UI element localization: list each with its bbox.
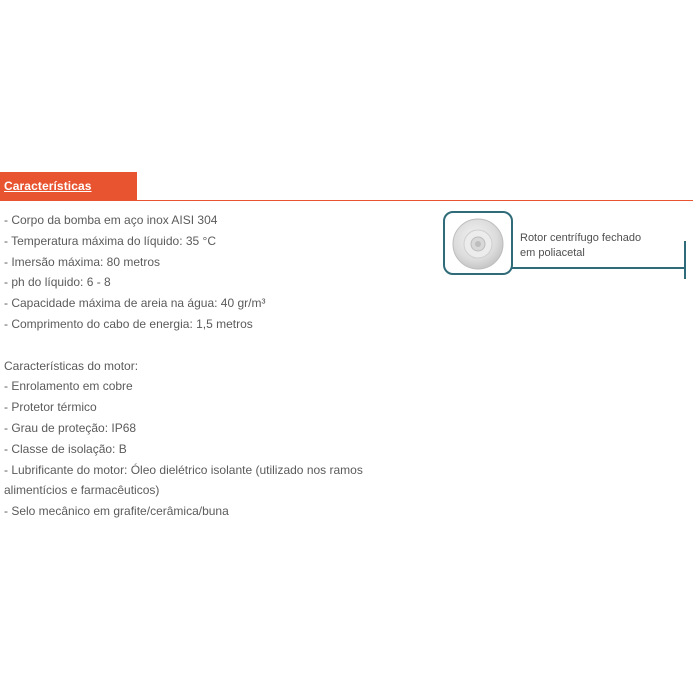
motor-item: - Protetor térmico <box>4 400 97 415</box>
motor-item: - Grau de proteção: IP68 <box>4 420 137 435</box>
spacer <box>4 335 424 356</box>
callout-border-bottom <box>503 267 685 269</box>
motor-item: - Selo mecânico em grafite/cerâmica/buna <box>4 504 229 519</box>
section-divider <box>0 200 693 201</box>
motor-heading: Características do motor: <box>4 358 139 373</box>
feature-item: - Comprimento do cabo de energia: 1,5 metros <box>4 316 253 331</box>
feature-item: - Corpo da bomba em aço inox AISI 304 <box>4 213 218 227</box>
features-list <box>4 210 424 522</box>
rotor-caption-line: Rotor centrífugo fechado <box>520 232 642 244</box>
motor-item: - Lubrificante do motor: Óleo dielétrico isolante (utilizado nos ramos alimentícios e farmacêuticos) <box>4 462 363 498</box>
section-title: Características <box>4 179 92 193</box>
feature-item: - Capacidade máxima de areia na água: 40 gr/m³ <box>4 296 266 311</box>
motor-item: - Classe de isolação: B <box>4 441 127 456</box>
rotor-caption <box>520 231 690 260</box>
rotor-image <box>443 211 513 275</box>
feature-item: - Imersão máxima: 80 metros <box>4 254 161 269</box>
feature-item: - Temperatura máxima do líquido: 35 °C <box>4 233 217 248</box>
feature-item: - ph do líquido: 6 - 8 <box>4 275 111 290</box>
section-header <box>0 172 693 202</box>
motor-item: - Enrolamento em cobre <box>4 379 133 394</box>
rotor-caption-line: em poliacetal <box>520 246 585 259</box>
rotor-icon <box>449 215 507 273</box>
section-title-tab <box>0 172 137 200</box>
rotor-callout <box>443 211 689 281</box>
